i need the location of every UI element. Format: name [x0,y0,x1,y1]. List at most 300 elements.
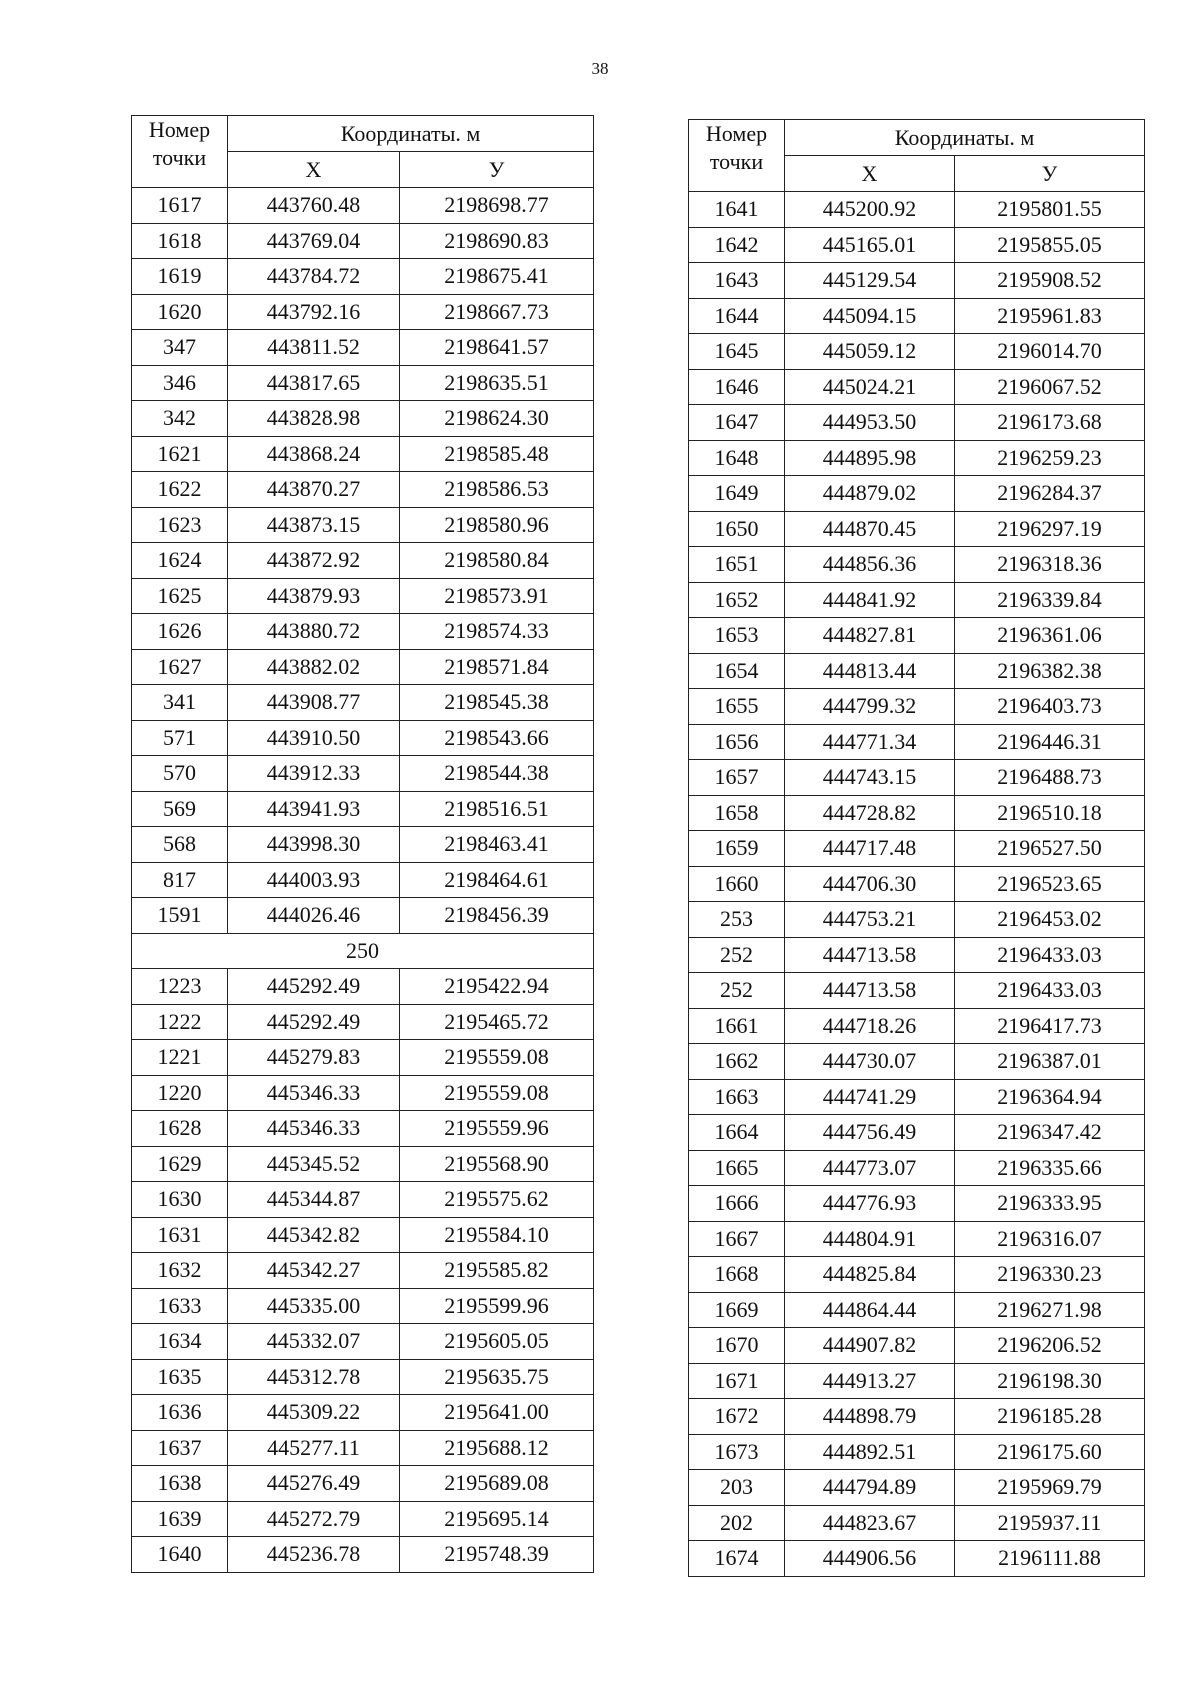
x-coordinate-cell: 443870.27 [228,472,400,508]
table-row [689,1115,1145,1151]
point-number-cell: 202 [689,1505,785,1541]
table-row [689,831,1145,867]
x-coordinate-cell: 443882.02 [228,649,400,685]
table-row [689,476,1145,512]
table-row [132,791,594,827]
y-coordinate-cell: 2196446.31 [955,724,1145,760]
point-number-cell: 569 [132,791,228,827]
x-coordinate-cell: 445165.01 [785,227,955,263]
point-number-cell: 1638 [132,1466,228,1502]
point-number-cell: 1637 [132,1430,228,1466]
y-coordinate-cell: 2198545.38 [400,685,594,721]
x-coordinate-cell: 444913.27 [785,1363,955,1399]
y-coordinate-cell: 2198574.33 [400,614,594,650]
x-coordinate-cell: 443873.15 [228,507,400,543]
y-coordinate-cell: 2196488.73 [955,760,1145,796]
y-coordinate-cell: 2195969.79 [955,1470,1145,1506]
x-coordinate-cell: 443784.72 [228,259,400,295]
x-coordinate-cell: 445346.33 [228,1111,400,1147]
point-number-cell: 1632 [132,1253,228,1289]
y-coordinate-cell: 2198464.61 [400,862,594,898]
x-coordinate-cell: 445292.49 [228,969,400,1005]
y-coordinate-cell: 2196433.03 [955,973,1145,1009]
y-coordinate-cell: 2198641.57 [400,330,594,366]
x-coordinate-cell: 443879.93 [228,578,400,614]
y-coordinate-cell: 2196175.60 [955,1434,1145,1470]
x-coordinate-cell: 445200.92 [785,192,955,228]
x-coordinate-cell: 445276.49 [228,1466,400,1502]
table-row [689,1505,1145,1541]
x-coordinate-cell: 444827.81 [785,618,955,654]
x-column-header: X [785,156,955,192]
point-number-cell: 1664 [689,1115,785,1151]
table-row [132,1359,594,1395]
y-coordinate-cell: 2198456.39 [400,898,594,934]
y-coordinate-cell: 2195641.00 [400,1395,594,1431]
y-coordinate-cell: 2195575.62 [400,1182,594,1218]
x-coordinate-cell: 443792.16 [228,294,400,330]
page-number: 38 [591,59,609,78]
table-row [132,1217,594,1253]
point-number-header [689,120,785,192]
x-coordinate-cell: 443941.93 [228,791,400,827]
x-coordinate-cell: 443998.30 [228,827,400,863]
x-coordinate-cell: 443828.98 [228,401,400,437]
y-coordinate-cell: 2195689.08 [400,1466,594,1502]
x-coordinate-cell: 444823.67 [785,1505,955,1541]
x-coordinate-cell: 445277.11 [228,1430,400,1466]
point-number-cell: 1660 [689,866,785,902]
point-number-cell: 1591 [132,898,228,934]
x-coordinate-cell: 443910.50 [228,720,400,756]
y-coordinate-cell: 2196206.52 [955,1328,1145,1364]
point-number-cell: 341 [132,685,228,721]
table-row [132,472,594,508]
table-row [132,614,594,650]
point-number-cell: 1655 [689,689,785,725]
table-row [132,1040,594,1076]
y-coordinate-cell: 2196510.18 [955,795,1145,831]
point-number-cell: 1643 [689,263,785,299]
point-number-header-line1: Номер [148,117,211,142]
x-coordinate-cell: 443769.04 [228,223,400,259]
x-coordinate-cell: 445345.52 [228,1146,400,1182]
x-coordinate-cell: 443880.72 [228,614,400,650]
x-coordinate-cell: 444713.58 [785,937,955,973]
x-coordinate-cell: 444741.29 [785,1079,955,1115]
point-number-cell: 1666 [689,1186,785,1222]
point-number-cell: 346 [132,365,228,401]
y-coordinate-cell: 2196364.94 [955,1079,1145,1115]
table-row [689,937,1145,973]
table-row [689,760,1145,796]
y-coordinate-cell: 2198571.84 [400,649,594,685]
x-coordinate-cell: 445292.49 [228,1004,400,1040]
point-number-cell: 1674 [689,1541,785,1577]
point-number-cell: 1670 [689,1328,785,1364]
table-row [689,1541,1145,1577]
table-row [689,1008,1145,1044]
point-number-cell: 1650 [689,511,785,547]
x-coordinate-cell: 444743.15 [785,760,955,796]
point-number-cell: 203 [689,1470,785,1506]
y-coordinate-cell: 2196284.37 [955,476,1145,512]
table-row [689,1079,1145,1115]
y-coordinate-cell: 2195559.08 [400,1040,594,1076]
y-coordinate-cell: 2196387.01 [955,1044,1145,1080]
x-coordinate-cell: 444730.07 [785,1044,955,1080]
point-number-cell: 1663 [689,1079,785,1115]
y-coordinate-cell: 2196382.38 [955,653,1145,689]
y-coordinate-cell: 2198585.48 [400,436,594,472]
y-coordinate-cell: 2195568.90 [400,1146,594,1182]
table-row [689,653,1145,689]
table-row [132,1324,594,1360]
x-coordinate-cell: 445024.21 [785,369,955,405]
x-coordinate-cell: 444799.32 [785,689,955,725]
x-coordinate-cell: 445129.54 [785,263,955,299]
table-row [132,1146,594,1182]
y-coordinate-cell: 2195695.14 [400,1501,594,1537]
table-row [132,827,594,863]
point-number-cell: 1636 [132,1395,228,1431]
point-number-cell: 1625 [132,578,228,614]
x-coordinate-cell: 444717.48 [785,831,955,867]
x-coordinate-cell: 444706.30 [785,866,955,902]
table-row [132,578,594,614]
point-number-header [132,116,228,188]
table-row [132,1288,594,1324]
point-number-cell: 347 [132,330,228,366]
y-coordinate-cell: 2198698.77 [400,188,594,224]
table-row [689,1257,1145,1293]
y-coordinate-cell: 2195801.55 [955,192,1145,228]
point-number-cell: 1661 [689,1008,785,1044]
point-number-cell: 1618 [132,223,228,259]
point-number-cell: 252 [689,973,785,1009]
table-row [132,1501,594,1537]
table-row [689,547,1145,583]
table-row [689,1186,1145,1222]
y-coordinate-cell: 2198580.84 [400,543,594,579]
point-number-cell: 1628 [132,1111,228,1147]
x-coordinate-cell: 445059.12 [785,334,955,370]
y-coordinate-cell: 2196330.23 [955,1257,1145,1293]
point-number-cell: 1648 [689,440,785,476]
y-coordinate-cell: 2198516.51 [400,791,594,827]
y-coordinate-cell: 2198543.66 [400,720,594,756]
y-coordinate-cell: 2198624.30 [400,401,594,437]
point-number-cell: 1645 [689,334,785,370]
x-coordinate-cell: 445335.00 [228,1288,400,1324]
y-coordinate-cell: 2195748.39 [400,1537,594,1573]
section-row [132,933,594,969]
y-column-header: У [400,152,594,188]
y-coordinate-cell: 2196335.66 [955,1150,1145,1186]
y-coordinate-cell: 2196067.52 [955,369,1145,405]
x-coordinate-cell: 445342.82 [228,1217,400,1253]
y-coordinate-cell: 2196403.73 [955,689,1145,725]
x-coordinate-cell: 443872.92 [228,543,400,579]
point-number-cell: 1673 [689,1434,785,1470]
table-row [689,227,1145,263]
table-row [132,1182,594,1218]
table-row [689,369,1145,405]
table-row [689,1399,1145,1435]
y-coordinate-cell: 2195585.82 [400,1253,594,1289]
point-number-cell: 1651 [689,547,785,583]
table-row [132,294,594,330]
x-coordinate-cell: 444813.44 [785,653,955,689]
point-number-cell: 1668 [689,1257,785,1293]
point-number-cell: 1657 [689,760,785,796]
table-row [132,1075,594,1111]
table-row [132,188,594,224]
point-number-header-line2: точки [709,149,764,174]
y-coordinate-cell: 2195599.96 [400,1288,594,1324]
point-number-cell: 1671 [689,1363,785,1399]
y-coordinate-cell: 2195605.05 [400,1324,594,1360]
point-number-cell: 1629 [132,1146,228,1182]
x-coordinate-cell: 445312.78 [228,1359,400,1395]
point-number-cell: 1220 [132,1075,228,1111]
y-coordinate-cell: 2195961.83 [955,298,1145,334]
x-coordinate-cell: 444776.93 [785,1186,955,1222]
x-coordinate-cell: 444753.21 [785,902,955,938]
point-number-cell: 1665 [689,1150,785,1186]
y-coordinate-cell: 2196527.50 [955,831,1145,867]
table-row [132,720,594,756]
point-number-cell: 817 [132,862,228,898]
point-number-cell: 1642 [689,227,785,263]
x-coordinate-cell: 444718.26 [785,1008,955,1044]
y-coordinate-cell: 2196361.06 [955,618,1145,654]
x-coordinate-cell: 444713.58 [785,973,955,1009]
y-coordinate-cell: 2196271.98 [955,1292,1145,1328]
y-coordinate-cell: 2196111.88 [955,1541,1145,1577]
point-number-cell: 1672 [689,1399,785,1435]
y-coordinate-cell: 2198573.91 [400,578,594,614]
x-coordinate-cell: 443811.52 [228,330,400,366]
table-row [689,1470,1145,1506]
y-coordinate-cell: 2196339.84 [955,582,1145,618]
y-coordinate-cell: 2195635.75 [400,1359,594,1395]
table-row [132,685,594,721]
y-coordinate-cell: 2198675.41 [400,259,594,295]
table-row [689,1292,1145,1328]
table-row [689,902,1145,938]
point-number-cell: 342 [132,401,228,437]
table-row [132,649,594,685]
table-row [689,689,1145,725]
y-coordinate-cell: 2196347.42 [955,1115,1145,1151]
point-number-cell: 1647 [689,405,785,441]
y-coordinate-cell: 2196259.23 [955,440,1145,476]
y-coordinate-cell: 2196198.30 [955,1363,1145,1399]
point-number-cell: 1641 [689,192,785,228]
table-row [689,1150,1145,1186]
y-coordinate-cell: 2198544.38 [400,756,594,792]
x-coordinate-cell: 444898.79 [785,1399,955,1435]
point-number-cell: 1619 [132,259,228,295]
x-coordinate-cell: 445344.87 [228,1182,400,1218]
x-coordinate-cell: 444728.82 [785,795,955,831]
point-number-cell: 1658 [689,795,785,831]
x-coordinate-cell: 444870.45 [785,511,955,547]
table-row [132,401,594,437]
y-column-header: У [955,156,1145,192]
point-number-cell: 1622 [132,472,228,508]
x-coordinate-cell: 444906.56 [785,1541,955,1577]
table-row [689,1044,1145,1080]
table-row [689,405,1145,441]
table-row [132,259,594,295]
point-number-cell: 1644 [689,298,785,334]
y-coordinate-cell: 2195688.12 [400,1430,594,1466]
point-number-cell: 1623 [132,507,228,543]
x-column-header: X [228,152,400,188]
table-row [689,795,1145,831]
table-row [689,192,1145,228]
x-coordinate-cell: 445309.22 [228,1395,400,1431]
x-coordinate-cell: 444953.50 [785,405,955,441]
table-row [132,1395,594,1431]
point-number-cell: 253 [689,902,785,938]
x-coordinate-cell: 444907.82 [785,1328,955,1364]
table-row [132,1537,594,1573]
y-coordinate-cell: 2198580.96 [400,507,594,543]
x-coordinate-cell: 445342.27 [228,1253,400,1289]
coordinates-table-left [131,115,594,1573]
point-number-cell: 252 [689,937,785,973]
y-coordinate-cell: 2195559.96 [400,1111,594,1147]
table-row [689,1434,1145,1470]
point-number-cell: 1646 [689,369,785,405]
table-row [689,440,1145,476]
x-coordinate-cell: 444804.91 [785,1221,955,1257]
coordinates-header: Координаты. м [785,120,1145,156]
point-number-cell: 1221 [132,1040,228,1076]
y-coordinate-cell: 2195908.52 [955,263,1145,299]
x-coordinate-cell: 444895.98 [785,440,955,476]
x-coordinate-cell: 443817.65 [228,365,400,401]
table-row [689,973,1145,1009]
table-row [132,1466,594,1502]
x-coordinate-cell: 444773.07 [785,1150,955,1186]
table-row [689,1328,1145,1364]
x-coordinate-cell: 444756.49 [785,1115,955,1151]
y-coordinate-cell: 2195422.94 [400,969,594,1005]
point-number-cell: 1635 [132,1359,228,1395]
table-row [132,898,594,934]
x-coordinate-cell: 444892.51 [785,1434,955,1470]
table-row [132,365,594,401]
point-number-cell: 1662 [689,1044,785,1080]
point-number-header-line2: точки [152,145,207,170]
y-coordinate-cell: 2196417.73 [955,1008,1145,1044]
x-coordinate-cell: 443912.33 [228,756,400,792]
point-number-cell: 1652 [689,582,785,618]
y-coordinate-cell: 2196333.95 [955,1186,1145,1222]
point-number-cell: 1640 [132,1537,228,1573]
table-row [689,263,1145,299]
point-number-cell: 1631 [132,1217,228,1253]
point-number-cell: 1659 [689,831,785,867]
table-row [689,1221,1145,1257]
table-row [132,1004,594,1040]
x-coordinate-cell: 443760.48 [228,188,400,224]
coordinates-header: Координаты. м [228,116,594,152]
y-coordinate-cell: 2198667.73 [400,294,594,330]
table-row [132,1253,594,1289]
y-coordinate-cell: 2196185.28 [955,1399,1145,1435]
point-number-cell: 1656 [689,724,785,760]
x-coordinate-cell: 444856.36 [785,547,955,583]
point-number-header-line1: Номер [705,121,768,146]
point-number-cell: 1621 [132,436,228,472]
y-coordinate-cell: 2195559.08 [400,1075,594,1111]
y-coordinate-cell: 2196014.70 [955,334,1145,370]
table-row [689,866,1145,902]
y-coordinate-cell: 2198690.83 [400,223,594,259]
x-coordinate-cell: 445332.07 [228,1324,400,1360]
y-coordinate-cell: 2196523.65 [955,866,1145,902]
coordinates-table-right [688,119,1145,1577]
table-row [132,223,594,259]
point-number-cell: 1639 [132,1501,228,1537]
x-coordinate-cell: 444003.93 [228,862,400,898]
table-row [132,436,594,472]
y-coordinate-cell: 2195937.11 [955,1505,1145,1541]
x-coordinate-cell: 444026.46 [228,898,400,934]
point-number-cell: 1669 [689,1292,785,1328]
table-row [689,582,1145,618]
y-coordinate-cell: 2196453.02 [955,902,1145,938]
table-row [132,1430,594,1466]
table-row [132,969,594,1005]
x-coordinate-cell: 445272.79 [228,1501,400,1537]
y-coordinate-cell: 2196297.19 [955,511,1145,547]
x-coordinate-cell: 444864.44 [785,1292,955,1328]
point-number-cell: 1653 [689,618,785,654]
table-row [132,756,594,792]
x-coordinate-cell: 444771.34 [785,724,955,760]
x-coordinate-cell: 445279.83 [228,1040,400,1076]
point-number-cell: 1223 [132,969,228,1005]
y-coordinate-cell: 2196316.07 [955,1221,1145,1257]
y-coordinate-cell: 2196433.03 [955,937,1145,973]
x-coordinate-cell: 444825.84 [785,1257,955,1293]
table-row [132,1111,594,1147]
y-coordinate-cell: 2196173.68 [955,405,1145,441]
point-number-cell: 570 [132,756,228,792]
y-coordinate-cell: 2198586.53 [400,472,594,508]
point-number-cell: 1654 [689,653,785,689]
table-row [689,618,1145,654]
x-coordinate-cell: 445346.33 [228,1075,400,1111]
section-title: 250 [132,933,594,969]
x-coordinate-cell: 444841.92 [785,582,955,618]
point-number-cell: 1633 [132,1288,228,1324]
point-number-cell: 1634 [132,1324,228,1360]
point-number-cell: 568 [132,827,228,863]
x-coordinate-cell: 445094.15 [785,298,955,334]
point-number-cell: 1222 [132,1004,228,1040]
y-coordinate-cell: 2195584.10 [400,1217,594,1253]
y-coordinate-cell: 2196318.36 [955,547,1145,583]
table-row [132,543,594,579]
table-row [689,1363,1145,1399]
